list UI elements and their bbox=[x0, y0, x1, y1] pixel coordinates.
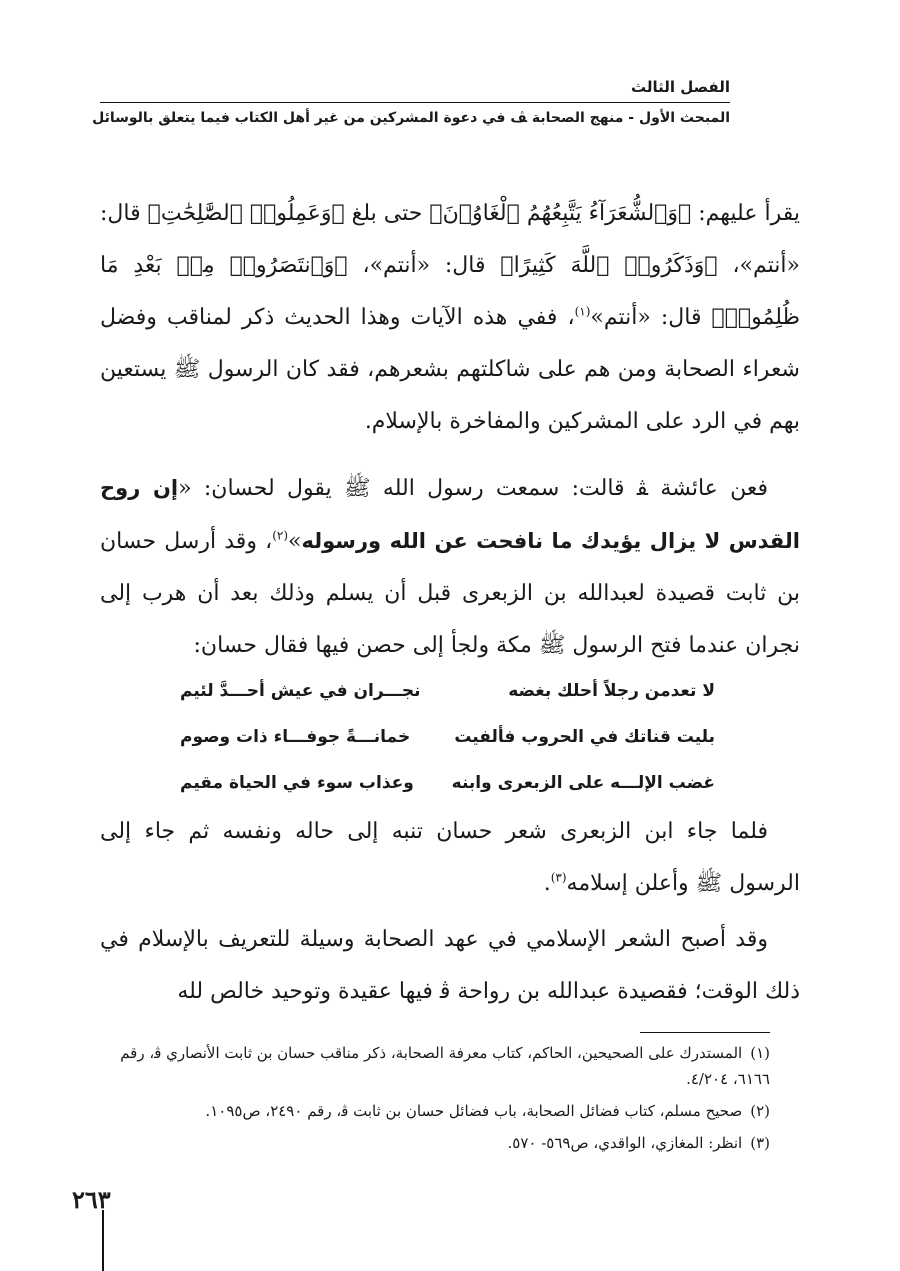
poem-hemistich-second: وعذاب سوء في الحياة مقيم bbox=[180, 773, 414, 793]
text-run: فلما جاء ابن الزبعرى شعر حسان تنبه إلى حاله ونفسه ثم جاء إلى الرسول ﷺ وأعلن إسلامه bbox=[100, 819, 800, 896]
paragraph-1 bbox=[100, 188, 800, 448]
page-number: ٢٦٣ bbox=[72, 1185, 111, 1214]
poem-block bbox=[180, 668, 715, 806]
text-run: . bbox=[543, 871, 551, 896]
chapter-title: الفصل الثالث bbox=[630, 78, 730, 96]
footnote-text: صحيح مسلم، كتاب فضائل الصحابة، باب فضائل حسان بن ثابت ﭬ، رقم ٢٤٩٠، ص١٠٩٥. bbox=[205, 1102, 743, 1120]
poem-hemistich-first: غضب الإلـــه على الزبعرى وابنه bbox=[451, 773, 715, 793]
poem-hemistich-second: نجـــران في عيش أحـــدَّ لئيم bbox=[180, 681, 421, 701]
hadith-quote: إن روح القدس لا يزال يؤيدك ما نافحت عن الله ورسوله bbox=[100, 476, 801, 553]
footnote-ref-2[interactable]: (٢) bbox=[272, 528, 289, 543]
footnote-separator bbox=[640, 1032, 770, 1033]
poem-verse bbox=[180, 714, 715, 760]
footnote-number: (٣) bbox=[750, 1134, 770, 1152]
footnote-text: المستدرك على الصحيحين، الحاكم، كتاب معرفة الصحابة، ذكر مناقب حسان بن ثابت الأنصاري ﭬ، رقم ٦١٦٦، ٤/٢٠٤. bbox=[120, 1044, 770, 1088]
poem-verse bbox=[180, 760, 715, 806]
paragraph-3 bbox=[100, 806, 800, 910]
text-run: وقد أصبح الشعر الإسلامي في عهد الصحابة وسيلة للتعريف بالإسلام في ذلك الوقت؛ فقصيدة عبدالله بن رواحة ﭬ فيها عقيدة وتوحيد خالص لله bbox=[100, 927, 800, 1004]
paragraph-4 bbox=[100, 914, 800, 1018]
footnote-ref-3[interactable]: (٣) bbox=[550, 870, 567, 885]
text-run: فعن عائشة ﭭ قالت: سمعت رسول الله ﷺ يقول لحسان: « bbox=[178, 476, 769, 501]
text-run: ، وقد أرسل حسان بن ثابت قصيدة لعبدالله بن الزبعرى قبل أن يسلم وذلك بعد أن هرب إلى نجران عندما فتح الرسول ﷺ مكة ولجأ إلى حصن فيها فقال حسان: bbox=[100, 529, 800, 658]
footnote-text: انظر: المغازي، الواقدي، ص٥٦٩- ٥٧٠. bbox=[507, 1134, 743, 1152]
section-title: المبحث الأول - منهج الصحابة ﭫ في دعوة المشركين من غير أهل الكتاب فيما يتعلق بالوسائل bbox=[92, 110, 730, 126]
margin-line bbox=[102, 1210, 104, 1271]
footnote-ref-1[interactable]: (١) bbox=[574, 304, 591, 319]
footnote bbox=[100, 1098, 770, 1124]
text-run: » bbox=[288, 529, 302, 554]
poem-hemistich-first: لا تعدمن رجلاً أحلك بغضه bbox=[508, 681, 715, 701]
poem-hemistich-first: بليت قناتك في الحروب فألفيت bbox=[454, 727, 715, 747]
text-run: ، ففي هذه الآيات وهذا الحديث ذكر لمناقب وفضل شعراء الصحابة ومن هم على شاكلتهم بشعرهم، فقد كان الرسول ﷺ يستعين بهم في الرد على المشركين والمفاخرة بالإسلام. bbox=[100, 305, 800, 434]
header-rule bbox=[100, 102, 730, 103]
footnote bbox=[100, 1040, 770, 1092]
paragraph-2 bbox=[100, 462, 800, 672]
footnote-number: (١) bbox=[750, 1044, 770, 1062]
poem-verse bbox=[180, 668, 715, 714]
poem-hemistich-second: خمانـــةً جوفـــاء ذات وصوم bbox=[180, 727, 411, 747]
footnotes bbox=[100, 1040, 770, 1162]
footnote-number: (٢) bbox=[750, 1102, 770, 1120]
footnote bbox=[100, 1130, 770, 1156]
text-run: يقرأ عليهم: ﴿وَٱلشُّعَرَآءُ يَتَّبِعُهُمُ ٱلْغَاوُۥنَ﴾ حتى بلغ ﴿وَعَمِلُوا۟ ٱلصَّٰلِحَٰتِ﴾ قال: «أنتم»، ﴿وَذَكَرُوا۟ ٱللَّهَ كَثِيرًا﴾ قال: «أنتم»، ﴿وَٱنتَصَرُوا۟ مِنۢ بَعْدِ مَا ظُلِمُوا۟﴾ قال: «أنتم» bbox=[100, 201, 800, 330]
